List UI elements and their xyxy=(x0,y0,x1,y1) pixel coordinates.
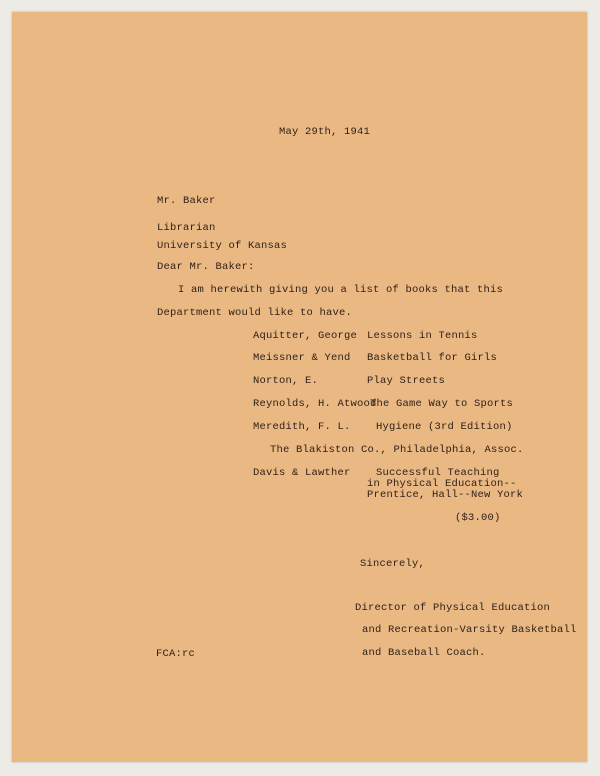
recipient-name: Mr. Baker xyxy=(157,195,216,207)
signature-line-2: and Recreation-Varsity Basketball xyxy=(362,624,577,636)
letter-page xyxy=(12,12,587,762)
closing: Sincerely, xyxy=(360,558,426,570)
book-author: Davis & Lawther xyxy=(253,467,351,479)
recipient-org: University of Kansas xyxy=(157,240,288,252)
book-title: Play Streets xyxy=(367,375,446,387)
book-title: Hygiene (3rd Edition) xyxy=(376,421,513,433)
book-title-line-2: in Physical Education-- xyxy=(367,478,517,490)
book-author: Meredith, F. L. xyxy=(253,421,351,433)
letter-date: May 29th, 1941 xyxy=(279,126,371,138)
publisher-line: The Blakiston Co., Philadelphia, Assoc. xyxy=(270,444,524,456)
book-title: Lessons in Tennis xyxy=(367,330,478,342)
book-author: Aquitter, George xyxy=(253,330,358,342)
salutation: Dear Mr. Baker: xyxy=(157,261,255,273)
book-title-line-3: Prentice, Hall--New York xyxy=(367,489,524,501)
book-author: Meissner & Yend xyxy=(253,352,351,364)
book-title-line-1: Successful Teaching xyxy=(376,467,500,479)
recipient-title: Librarian xyxy=(157,222,216,234)
book-author: Norton, E. xyxy=(253,375,319,387)
signature-line-3: and Baseball Coach. xyxy=(362,647,486,659)
signature-line-1: Director of Physical Education xyxy=(355,602,551,614)
body-line-1: I am herewith giving you a list of books that this xyxy=(178,284,504,296)
book-author: Reynolds, H. Atwood xyxy=(253,398,377,410)
book-title: Basketball for Girls xyxy=(367,352,498,364)
body-line-2: Department would like to have. xyxy=(157,307,353,319)
typist-initials: FCA:rc xyxy=(156,648,196,660)
book-title: The Game Way to Sports xyxy=(370,398,514,410)
book-price: ($3.00) xyxy=(455,512,501,524)
